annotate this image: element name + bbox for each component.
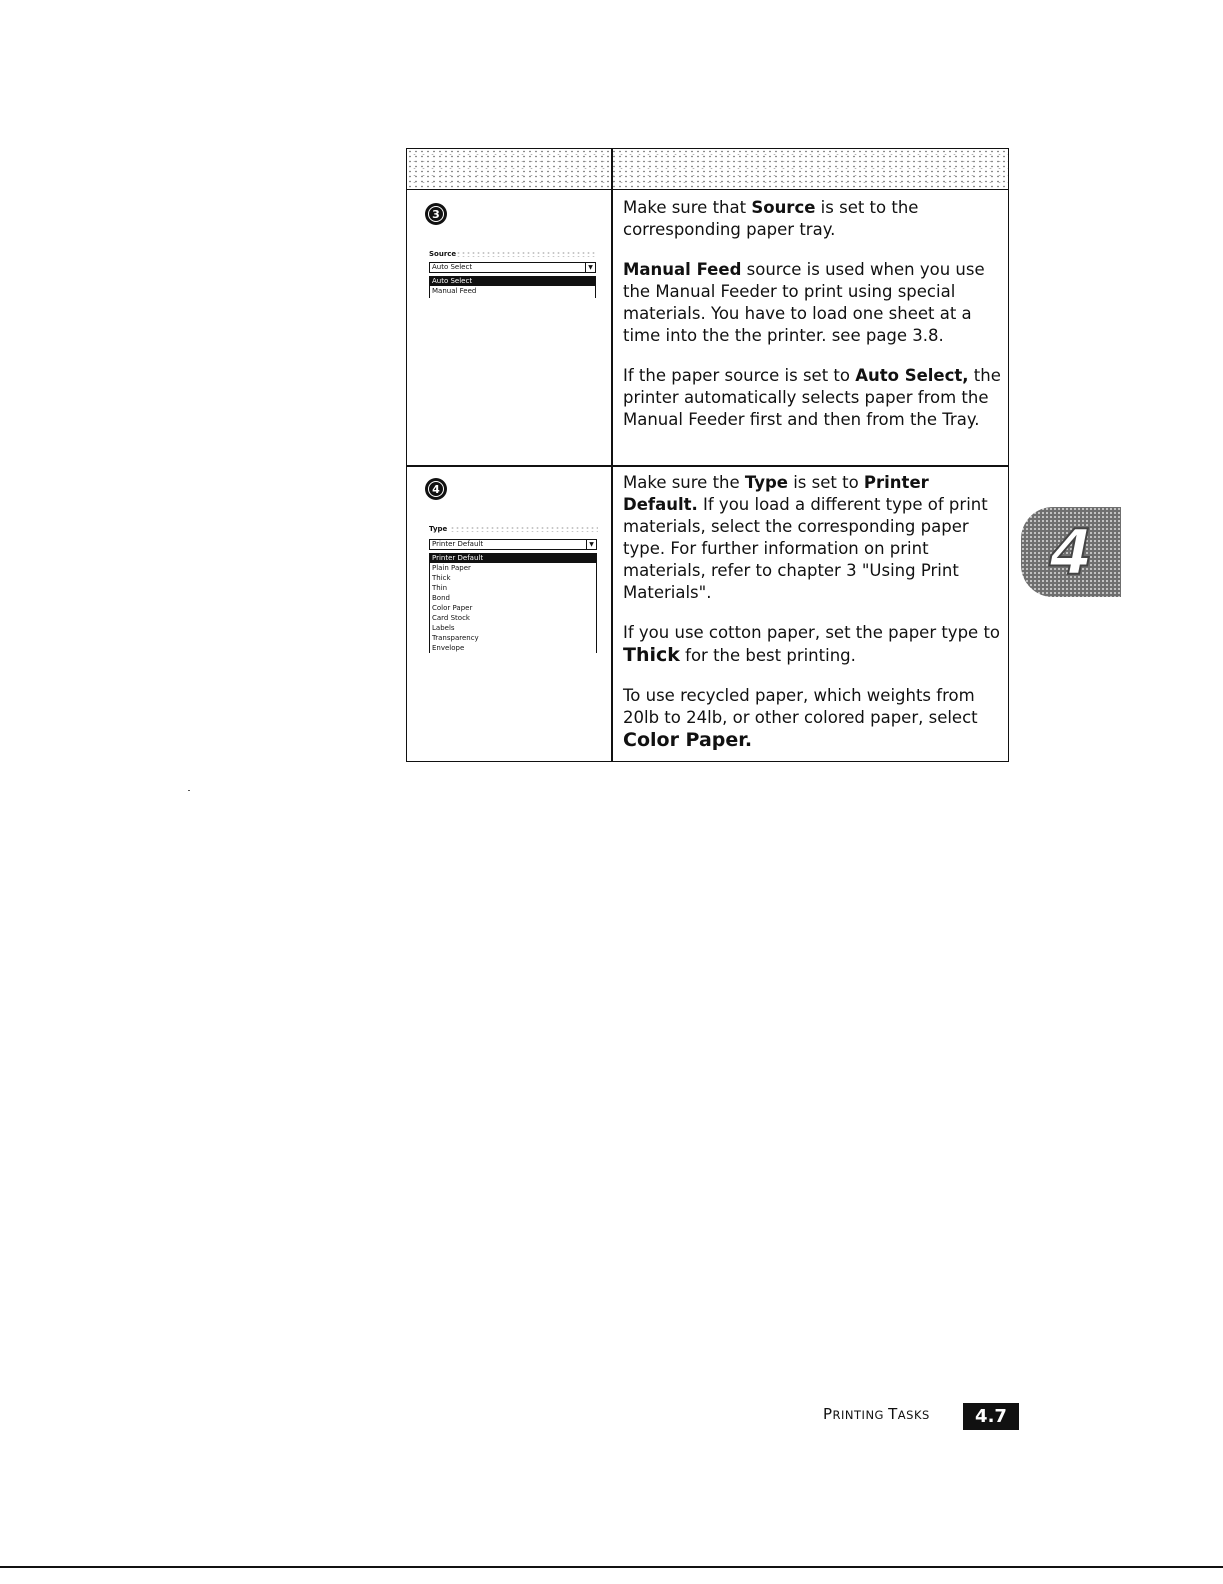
list-item[interactable]: Printer Default: [430, 553, 596, 563]
description-paragraph: [623, 685, 1001, 752]
source-dropdown-list: [429, 276, 596, 298]
bold-term: Type: [744, 473, 788, 492]
table-header-band: [407, 149, 1008, 190]
source-label: Source: [429, 250, 457, 258]
text-run: for the best printing.: [679, 646, 856, 665]
list-item[interactable]: Plain Paper: [432, 564, 471, 572]
bold-term: Color Paper.: [623, 729, 753, 751]
step-3-icon: 3: [425, 203, 447, 225]
description-paragraph: [623, 622, 1001, 667]
list-item[interactable]: Card Stock: [432, 614, 470, 622]
text-run: is set to: [787, 473, 864, 492]
list-item[interactable]: Manual Feed: [432, 287, 477, 295]
text-run: is set to the corresponding paper tray.: [623, 198, 919, 239]
list-item[interactable]: Thin: [432, 584, 448, 592]
source-select[interactable]: Auto Select ▼: [429, 262, 596, 273]
text-run: source is used when you use the Manual Feeder to print using special materials. You have to load one sheet at a time into the the printer. see page 3.8.: [623, 260, 985, 345]
type-description: [623, 472, 1001, 752]
list-item[interactable]: Bond: [432, 594, 450, 602]
description-paragraph: [623, 365, 1001, 431]
list-item[interactable]: Thick: [432, 574, 451, 582]
dialog-texture: [450, 526, 598, 532]
scan-speck: [188, 790, 190, 791]
text-run: If the paper source is set to: [623, 366, 856, 385]
text-run: If you use cotton paper, set the paper type to: [623, 623, 1001, 642]
row-divider: [407, 465, 1008, 467]
bold-term: Printer Default.: [623, 473, 929, 514]
bottom-rule: [0, 1566, 1223, 1568]
list-item[interactable]: Envelope: [432, 644, 465, 652]
chapter-tab: 4: [1021, 507, 1121, 597]
text-run: Make sure that: [623, 198, 752, 217]
bold-term: Source: [751, 198, 816, 217]
text-run: If you load a different type of print materials, select the corresponding paper type. For further information on print materials, refer to chapter 3 "Using Print Materials".: [623, 495, 988, 602]
page-number: 4.7: [963, 1403, 1019, 1430]
column-divider: [611, 149, 613, 761]
type-select[interactable]: Printer Default ▼: [429, 539, 597, 550]
list-item[interactable]: Auto Select: [430, 276, 595, 286]
footer-section-title: PRINTING TASKS: [823, 1405, 930, 1423]
chevron-down-icon: ▼: [585, 263, 595, 272]
bold-term: Manual Feed: [623, 260, 742, 279]
description-paragraph: [623, 259, 1001, 347]
text-run: To use recycled paper, which weights from 20lb to 24lb, or other colored paper, select: [623, 686, 978, 727]
text-run: Make sure the: [623, 473, 745, 492]
chevron-down-icon: ▼: [586, 540, 596, 549]
type-label: Type: [429, 525, 448, 533]
description-paragraph: [623, 197, 1001, 241]
type-dropdown-list: [429, 553, 597, 653]
bold-term: Auto Select,: [855, 366, 969, 385]
list-item[interactable]: Transparency: [432, 634, 479, 642]
list-item[interactable]: Color Paper: [432, 604, 473, 612]
source-description: [623, 197, 1001, 431]
dialog-texture: [456, 251, 596, 257]
bold-term: Thick: [623, 644, 680, 666]
step-4-icon: 4: [425, 478, 447, 500]
description-paragraph: [623, 472, 1001, 604]
list-item[interactable]: Labels: [432, 624, 455, 632]
text-run: the printer automatically selects paper from the Manual Feeder first and then from the Tray.: [623, 366, 1001, 429]
